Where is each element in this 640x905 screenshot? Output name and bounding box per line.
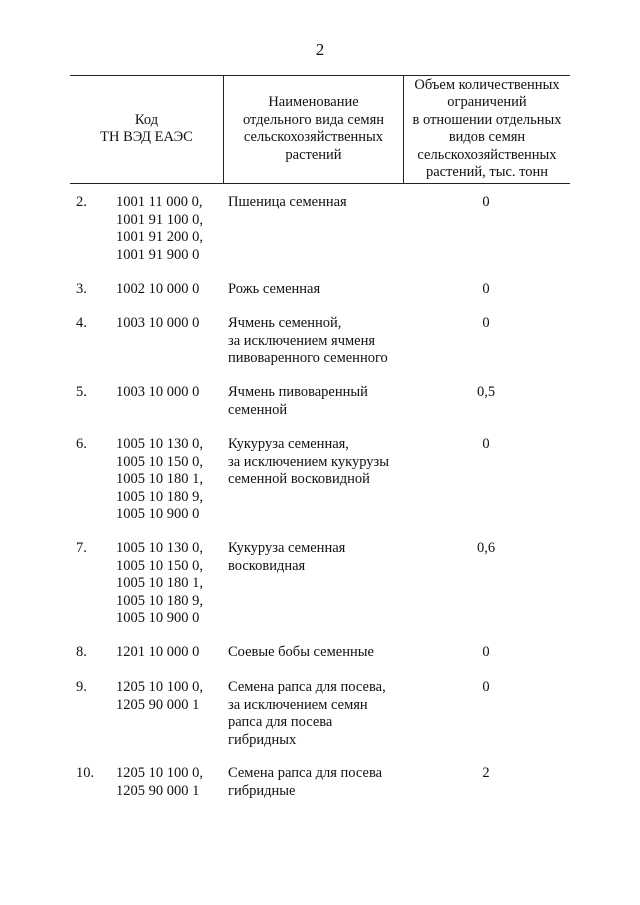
row-name: Ячмень семенной, за исключением ячменя пивоваренного семенного: [228, 315, 388, 366]
header-name: [224, 75, 403, 183]
row-number: 5.: [76, 384, 87, 400]
row-volume: 0: [482, 315, 490, 331]
row-name: Кукуруза семенная восковидная: [228, 540, 346, 574]
row-code: 1201 10 000 0: [116, 644, 200, 660]
row-volume: 0: [482, 281, 490, 297]
row-volume: 0: [482, 194, 490, 210]
row-volume: 2: [482, 765, 490, 781]
header-name-text: Наименование отдельного вида семян сельскохозяйственных растений: [242, 94, 385, 163]
row-number: 4.: [76, 315, 87, 331]
row-name: Пшеница семенная: [228, 194, 347, 210]
row-code: 1003 10 000 0: [116, 315, 200, 331]
row-code: 1002 10 000 0: [116, 281, 200, 297]
page-number: 2: [315, 40, 325, 59]
row-volume: 0,5: [476, 384, 496, 400]
row-name: Соевые бобы семенные: [228, 644, 374, 660]
row-number: 2.: [76, 194, 87, 210]
header-volume-text: Объем количественных ограничений в отношении отдельных видов семян сельскохозяйственных растений, тыс. тонн: [412, 76, 562, 180]
row-code: 1003 10 000 0: [116, 384, 200, 400]
header-code: [70, 75, 223, 183]
row-name: Семена рапса для посева гибридные: [228, 765, 383, 799]
row-name: Кукуруза семенная, за исключением кукурузы семенной восковидной: [228, 436, 389, 487]
row-number: 8.: [76, 644, 87, 660]
row-name: Рожь семенная: [228, 281, 321, 297]
row-volume: 0,6: [476, 540, 496, 556]
row-number: 3.: [76, 281, 87, 297]
row-number: 10.: [76, 765, 95, 781]
header-code-text: Код ТН ВЭД ЕАЭС: [100, 111, 193, 145]
header-volume: [404, 75, 570, 183]
row-name: Ячмень пивоваренный семенной: [228, 384, 368, 418]
row-number: 9.: [76, 679, 87, 695]
row-code: 1005 10 130 0, 1005 10 150 0, 1005 10 180 1, 1005 10 180 9, 1005 10 900 0: [116, 436, 203, 522]
row-code: 1205 10 100 0, 1205 90 000 1: [116, 765, 203, 799]
row-volume: 0: [482, 644, 490, 660]
row-code: 1205 10 100 0, 1205 90 000 1: [116, 679, 203, 713]
row-code: 1005 10 130 0, 1005 10 150 0, 1005 10 180 1, 1005 10 180 9, 1005 10 900 0: [116, 540, 203, 626]
row-volume: 0: [482, 436, 490, 452]
row-number: 7.: [76, 540, 87, 556]
row-volume: 0: [482, 679, 490, 695]
row-name: Семена рапса для посева, за исключением семян рапса для посева гибридных: [228, 679, 386, 748]
table-header-rule: [70, 183, 570, 184]
row-code: 1001 11 000 0, 1001 91 100 0, 1001 91 200 0, 1001 91 900 0: [116, 194, 203, 263]
row-number: 6.: [76, 436, 87, 452]
